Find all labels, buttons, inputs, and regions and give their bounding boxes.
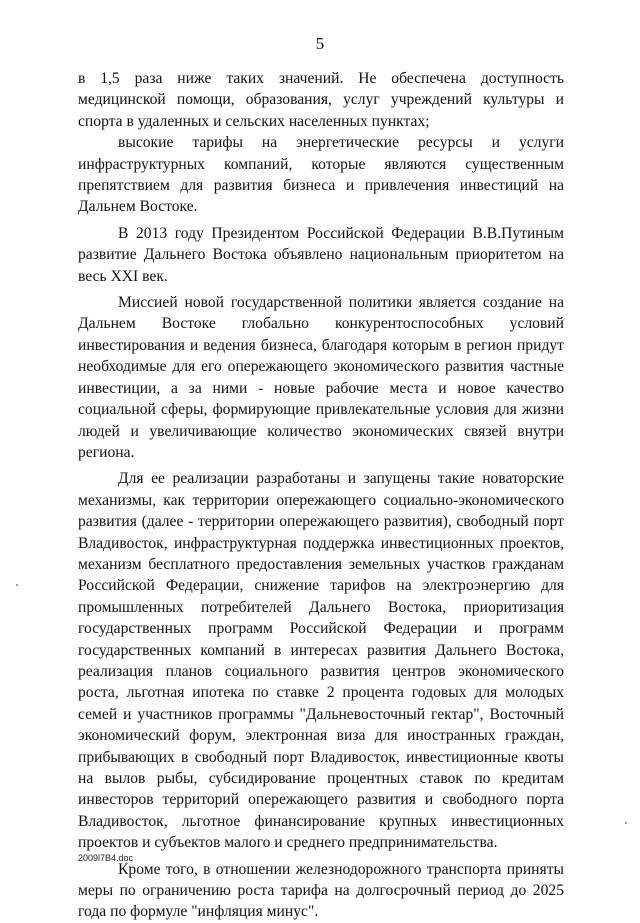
scan-speck [625,822,627,824]
document-body [78,68,564,923]
paragraph-3: В 2013 году Президентом Российской Федерации В.В.Путиным развитие Дальнего Востока объявлено национальным приоритетом на весь XXI век. [78,224,564,285]
page-number: 5 [315,34,325,53]
paragraph-6: Кроме того, в отношении железнодорожного транспорта приняты меры по ограничению роста тарифа на долгосрочный период до 2025 года по формуле "инфляция минус". [78,860,564,921]
paragraph-4: Миссией новой государственной политики является создание на Дальнем Востоке глобально конкурентоспособных условий инвестирования и ведения бизнеса, благодаря которым в регион придут необходимые для его опережающего экономического развития частные инвестиции, а за ними - новые рабочие места и новое качество социальной сферы, формирующие привлекательные условия для жизни людей и увеличивающие количество экономических связей внутри региона. [78,294,564,461]
paragraph-1: в 1,5 раза ниже таких значений. Не обеспечена доступность медицинской помощи, образования, услуг учреждений культуры и спорта в удаленных и сельских населенных пунктах; [78,70,564,130]
footer-filename: 2009l7B4.doc [78,853,134,863]
scan-speck [16,584,18,586]
paragraph-2: высокие тарифы на энергетические ресурсы и услуги инфраструктурных компаний, которые являются существенным препятствием для развития бизнеса и привлечения инвестиций на Дальнем Востоке. [78,134,564,216]
paragraph-5: Для ее реализации разработаны и запущены такие новаторские механизмы, как территории опережающего социально-экономического развития (далее - территории опережающего развития), свободный порт Владивосток, инфраструктурная поддержка инвестиционных проектов, механизм бесплатного предоставления земельных участков гражданам Российской Федерации, снижение тарифов на электроэнергию для промышленных потребителей Дальнего Востока, приоритизация государственных программ Российской Федерации и программ государственных компаний в интересах развития Дальнего Востока, реализация планов социального развития центров экономического роста, льготная ипотека по ставке 2 процента годовых для молодых семей и участников программы "Дальневосточный гектар", Восточный экономический форум, электронная виза для иностранных граждан, прибывающих в свободный порт Владивосток, инвестиционные квоты на вылов рыбы, субсидирование процентных ставок по кредитам инвесторов территорий опережающего развития и свободного порта Владивосток, льготное финансирование крупных инвестиционных проектов и субъектов малого и среднего предпринимательства. [78,470,564,852]
